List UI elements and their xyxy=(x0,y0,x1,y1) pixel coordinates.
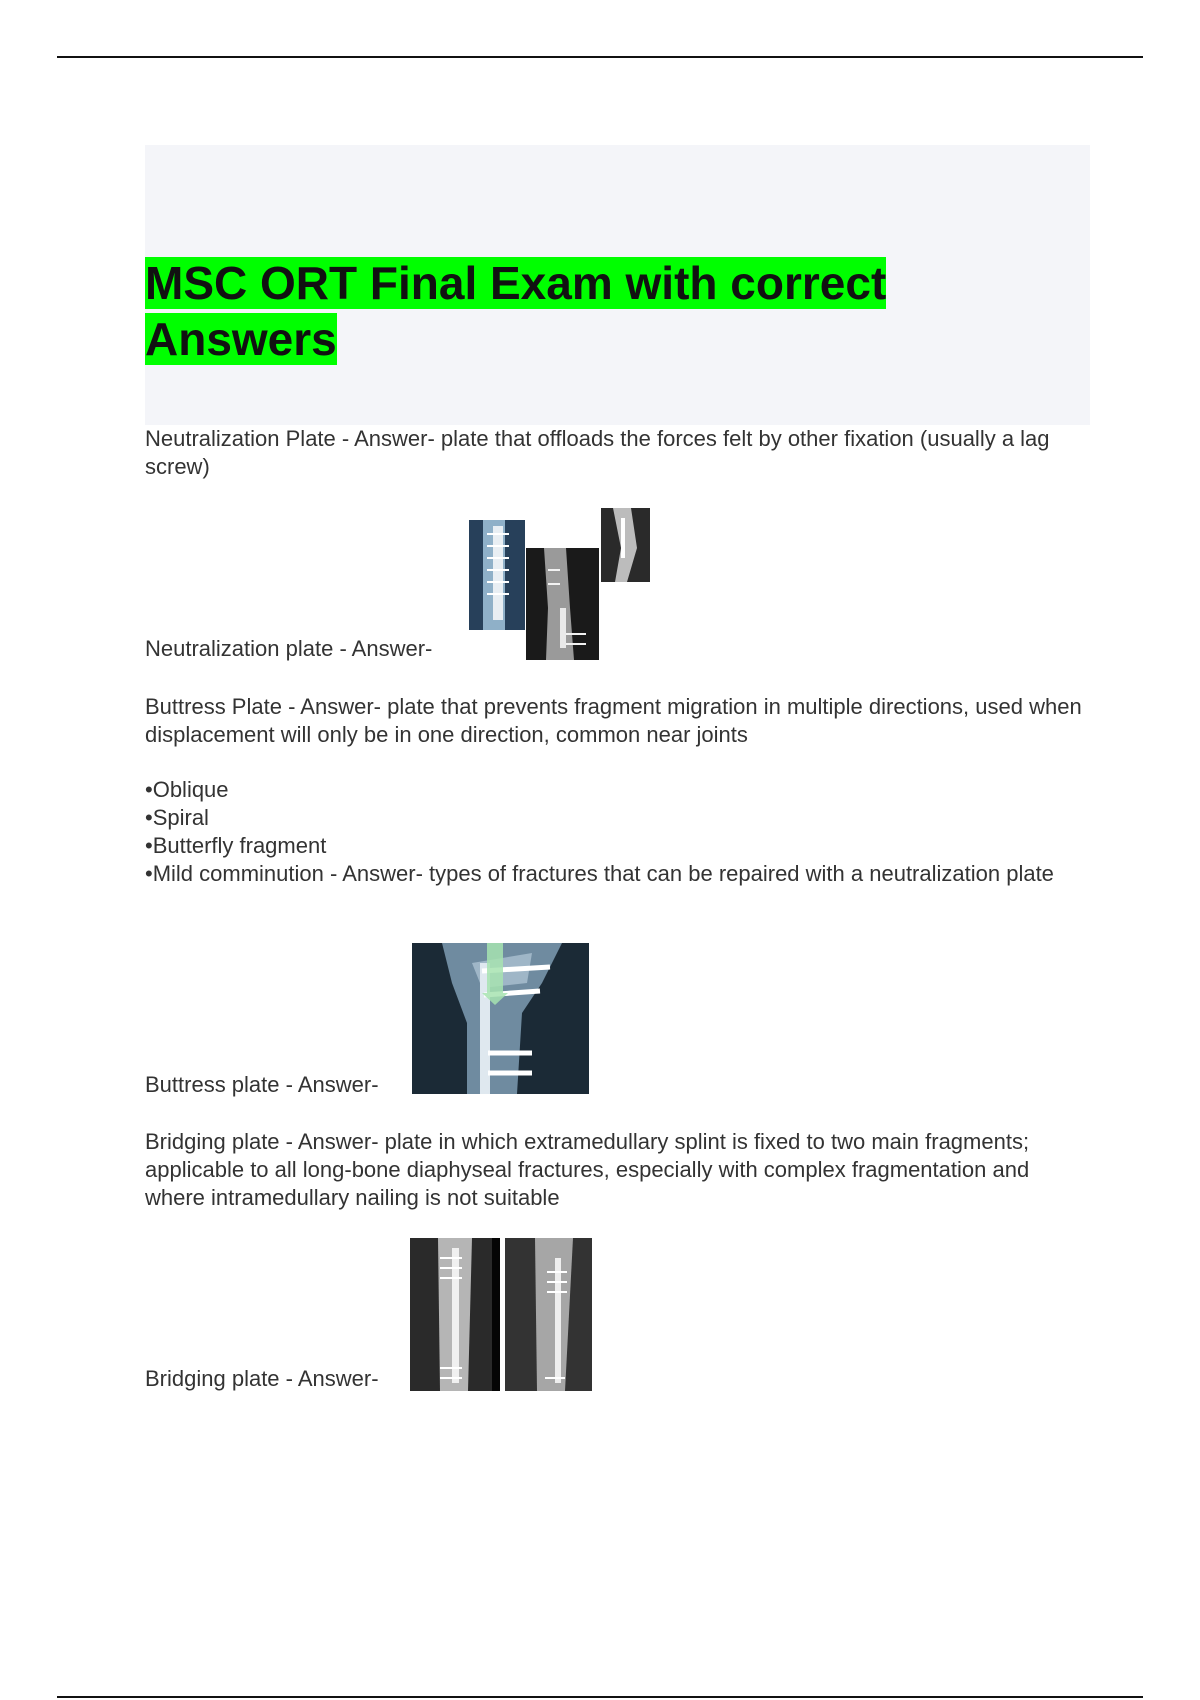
bridging-xray-1 xyxy=(410,1238,500,1391)
bridging-definition: Bridging plate - Answer- plate in which extramedullary splint is fixed to two main fragments; applicable to all long-bone diaphyseal fractures, especially with complex fragmentation and where intramedullary nailing is not suitable xyxy=(145,1129,1030,1210)
header-rule xyxy=(57,56,1143,58)
neutralization-xray-3 xyxy=(601,508,650,582)
document-title xyxy=(145,255,886,367)
list-item: •Mild comminution - Answer- types of fractures that can be repaired with a neutralization plate xyxy=(145,861,1054,886)
title-line-1: MSC ORT Final Exam with correct xyxy=(145,257,887,309)
list-item: •Butterfly fragment xyxy=(145,833,327,858)
neutralization-xray-2 xyxy=(526,548,599,660)
buttress-image-label: Buttress plate - Answer- xyxy=(145,1072,379,1097)
fracture-types-list xyxy=(145,776,1090,888)
neutralization-xray-1 xyxy=(469,520,525,630)
neutralization-definition: Neutralization Plate - Answer- plate that offloads the forces felt by other fixation (usually a lag screw) xyxy=(145,426,1050,479)
bridging-xray-2 xyxy=(505,1238,592,1391)
list-item: •Spiral xyxy=(145,805,209,830)
bridging-image-label: Bridging plate - Answer- xyxy=(145,1366,379,1391)
list-item: •Oblique xyxy=(145,777,229,802)
buttress-definition: Buttress Plate - Answer- plate that prevents fragment migration in multiple directions, used when displacement will only be in one direction, common near joints xyxy=(145,694,1082,747)
footer-rule xyxy=(57,1696,1143,1698)
title-panel xyxy=(145,145,1090,425)
title-panel-wrap xyxy=(145,145,1090,425)
title-line-2: Answers xyxy=(145,313,337,365)
neutralization-image-label: Neutralization plate - Answer- xyxy=(145,636,433,661)
buttress-xray xyxy=(412,943,589,1094)
